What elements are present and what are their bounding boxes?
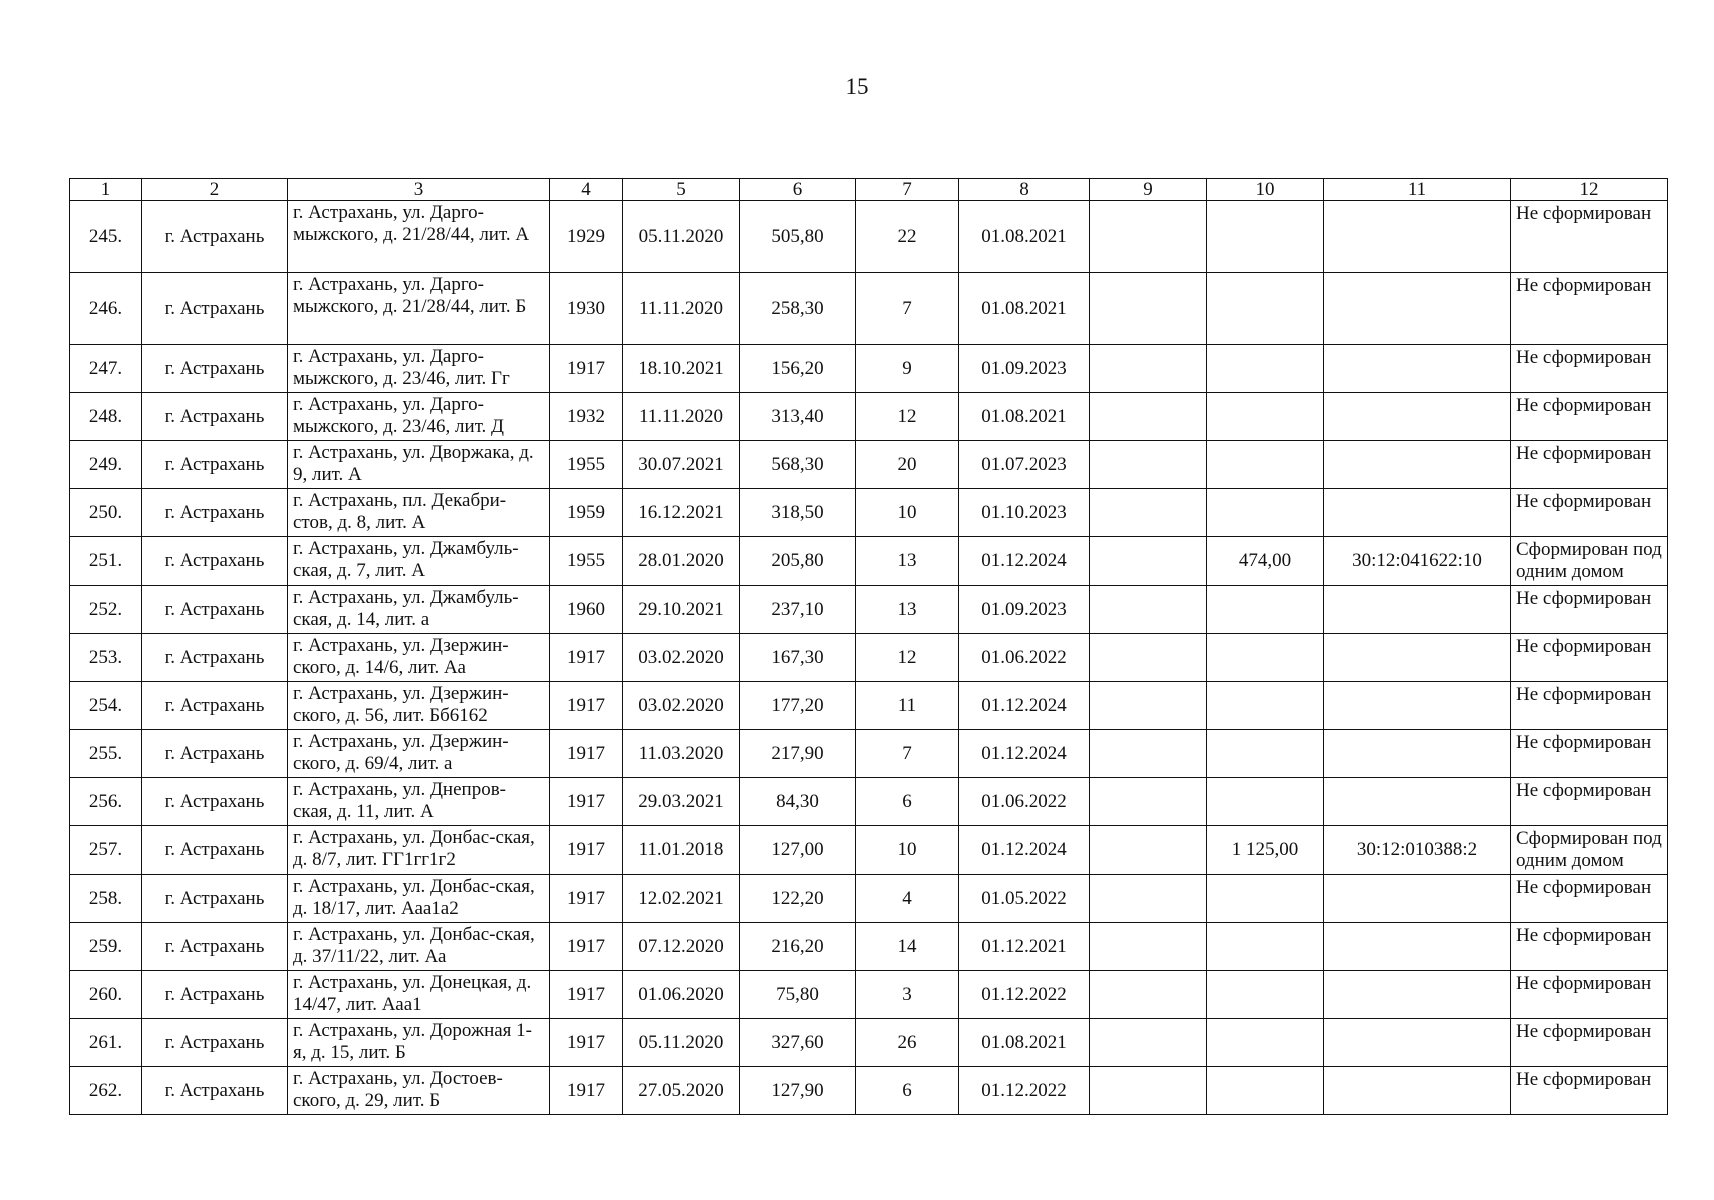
row-number-cell: 251.	[70, 537, 142, 586]
cadastral-number-cell	[1324, 875, 1511, 923]
table-row	[70, 489, 1668, 537]
land-status-cell: Не сформирован	[1511, 441, 1668, 489]
land-area-cell	[1207, 489, 1324, 537]
row-number-cell: 255.	[70, 730, 142, 778]
recognition-date-cell: 05.11.2020	[623, 1019, 740, 1067]
table-row	[70, 682, 1668, 730]
living-area-cell: 84,30	[740, 778, 856, 826]
col9-value-cell	[1090, 1019, 1207, 1067]
land-area-cell	[1207, 1019, 1324, 1067]
residents-count-cell: 22	[856, 201, 959, 273]
land-status-cell: Не сформирован	[1511, 586, 1668, 634]
living-area-cell: 568,30	[740, 441, 856, 489]
year-built-cell: 1917	[550, 634, 623, 682]
row-number-cell: 246.	[70, 273, 142, 345]
year-built-cell: 1932	[550, 393, 623, 441]
recognition-date-cell: 01.06.2020	[623, 971, 740, 1019]
land-status-cell: Сформирован под одним домом	[1511, 537, 1668, 586]
settlement-cell: г. Астрахань	[142, 682, 288, 730]
settlement-cell: г. Астрахань	[142, 441, 288, 489]
address-cell: г. Астрахань, пл. Декабри-стов, д. 8, лит. А	[288, 489, 550, 537]
year-built-cell: 1955	[550, 441, 623, 489]
living-area-cell: 127,90	[740, 1067, 856, 1115]
residents-count-cell: 12	[856, 634, 959, 682]
cadastral-number-cell	[1324, 730, 1511, 778]
land-area-cell	[1207, 345, 1324, 393]
year-built-cell: 1917	[550, 730, 623, 778]
living-area-cell: 237,10	[740, 586, 856, 634]
residents-count-cell: 13	[856, 586, 959, 634]
col9-value-cell	[1090, 826, 1207, 875]
address-cell: г. Астрахань, ул. Дзержин-ского, д. 14/6, лит. Аа	[288, 634, 550, 682]
page-number: 15	[845, 74, 869, 99]
living-area-cell: 505,80	[740, 201, 856, 273]
living-area-cell: 127,00	[740, 826, 856, 875]
table-row	[70, 345, 1668, 393]
address-cell: г. Астрахань, ул. Достоев-ского, д. 29, лит. Б	[288, 1067, 550, 1115]
year-built-cell: 1959	[550, 489, 623, 537]
living-area-cell: 156,20	[740, 345, 856, 393]
row-number-cell: 254.	[70, 682, 142, 730]
column-header: 5	[623, 179, 740, 201]
residents-count-cell: 12	[856, 393, 959, 441]
year-built-cell: 1960	[550, 586, 623, 634]
col9-value-cell	[1090, 923, 1207, 971]
table-body	[70, 201, 1668, 1115]
row-number-cell: 250.	[70, 489, 142, 537]
cadastral-number-cell: 30:12:010388:2	[1324, 826, 1511, 875]
year-built-cell: 1917	[550, 1067, 623, 1115]
table-row	[70, 923, 1668, 971]
resettlement-deadline-cell: 01.12.2024	[959, 682, 1090, 730]
year-built-cell: 1917	[550, 875, 623, 923]
residents-count-cell: 4	[856, 875, 959, 923]
col9-value-cell	[1090, 489, 1207, 537]
land-status-cell: Не сформирован	[1511, 923, 1668, 971]
year-built-cell: 1929	[550, 201, 623, 273]
settlement-cell: г. Астрахань	[142, 1019, 288, 1067]
settlement-cell: г. Астрахань	[142, 923, 288, 971]
land-status-cell: Не сформирован	[1511, 682, 1668, 730]
col9-value-cell	[1090, 441, 1207, 489]
recognition-date-cell: 12.02.2021	[623, 875, 740, 923]
land-area-cell	[1207, 273, 1324, 345]
settlement-cell: г. Астрахань	[142, 875, 288, 923]
recognition-date-cell: 16.12.2021	[623, 489, 740, 537]
column-header: 9	[1090, 179, 1207, 201]
land-area-cell: 1 125,00	[1207, 826, 1324, 875]
land-status-cell: Не сформирован	[1511, 273, 1668, 345]
residents-count-cell: 26	[856, 1019, 959, 1067]
residents-count-cell: 3	[856, 971, 959, 1019]
settlement-cell: г. Астрахань	[142, 826, 288, 875]
land-area-cell	[1207, 682, 1324, 730]
col9-value-cell	[1090, 273, 1207, 345]
table-row	[70, 201, 1668, 273]
col9-value-cell	[1090, 586, 1207, 634]
cadastral-number-cell	[1324, 1067, 1511, 1115]
year-built-cell: 1917	[550, 923, 623, 971]
cadastral-number-cell	[1324, 201, 1511, 273]
column-header: 7	[856, 179, 959, 201]
table-row	[70, 586, 1668, 634]
land-area-cell	[1207, 201, 1324, 273]
row-number-cell: 258.	[70, 875, 142, 923]
cadastral-number-cell	[1324, 489, 1511, 537]
land-area-cell	[1207, 971, 1324, 1019]
cadastral-number-cell	[1324, 273, 1511, 345]
year-built-cell: 1917	[550, 826, 623, 875]
address-cell: г. Астрахань, ул. Донбас-ская, д. 8/7, лит. ГГ1гг1г2	[288, 826, 550, 875]
settlement-cell: г. Астрахань	[142, 489, 288, 537]
land-status-cell: Не сформирован	[1511, 1019, 1668, 1067]
row-number-cell: 262.	[70, 1067, 142, 1115]
land-area-cell	[1207, 730, 1324, 778]
land-area-cell	[1207, 923, 1324, 971]
col9-value-cell	[1090, 778, 1207, 826]
row-number-cell: 252.	[70, 586, 142, 634]
table-row	[70, 875, 1668, 923]
table-row	[70, 826, 1668, 875]
land-status-cell: Не сформирован	[1511, 201, 1668, 273]
living-area-cell: 205,80	[740, 537, 856, 586]
cadastral-number-cell: 30:12:041622:10	[1324, 537, 1511, 586]
living-area-cell: 122,20	[740, 875, 856, 923]
col9-value-cell	[1090, 682, 1207, 730]
resettlement-deadline-cell: 01.06.2022	[959, 634, 1090, 682]
living-area-cell: 167,30	[740, 634, 856, 682]
table-row	[70, 1019, 1668, 1067]
row-number-cell: 261.	[70, 1019, 142, 1067]
recognition-date-cell: 29.10.2021	[623, 586, 740, 634]
row-number-cell: 259.	[70, 923, 142, 971]
settlement-cell: г. Астрахань	[142, 1067, 288, 1115]
column-header: 8	[959, 179, 1090, 201]
table-row	[70, 1067, 1668, 1115]
residents-count-cell: 10	[856, 489, 959, 537]
resettlement-deadline-cell: 01.09.2023	[959, 345, 1090, 393]
column-header: 10	[1207, 179, 1324, 201]
address-cell: г. Астрахань, ул. Дарго-мыжского, д. 23/46, лит. Гг	[288, 345, 550, 393]
land-area-cell	[1207, 875, 1324, 923]
cadastral-number-cell	[1324, 441, 1511, 489]
address-cell: г. Астрахань, ул. Дзержин-ского, д. 56, лит. Бб6162	[288, 682, 550, 730]
land-area-cell	[1207, 393, 1324, 441]
year-built-cell: 1917	[550, 971, 623, 1019]
residents-count-cell: 6	[856, 1067, 959, 1115]
col9-value-cell	[1090, 634, 1207, 682]
cadastral-number-cell	[1324, 682, 1511, 730]
row-number-cell: 248.	[70, 393, 142, 441]
col9-value-cell	[1090, 730, 1207, 778]
address-cell: г. Астрахань, ул. Дорожная 1-я, д. 15, лит. Б	[288, 1019, 550, 1067]
table-row	[70, 273, 1668, 345]
year-built-cell: 1917	[550, 345, 623, 393]
row-number-cell: 247.	[70, 345, 142, 393]
address-cell: г. Астрахань, ул. Донбас-ская, д. 18/17, лит. Ааа1а2	[288, 875, 550, 923]
address-cell: г. Астрахань, ул. Днепров-ская, д. 11, лит. А	[288, 778, 550, 826]
recognition-date-cell: 05.11.2020	[623, 201, 740, 273]
land-status-cell: Не сформирован	[1511, 345, 1668, 393]
address-cell: г. Астрахань, ул. Дзержин-ского, д. 69/4, лит. а	[288, 730, 550, 778]
cadastral-number-cell	[1324, 971, 1511, 1019]
col9-value-cell	[1090, 345, 1207, 393]
living-area-cell: 177,20	[740, 682, 856, 730]
land-status-cell: Не сформирован	[1511, 634, 1668, 682]
resettlement-deadline-cell: 01.12.2024	[959, 730, 1090, 778]
recognition-date-cell: 11.11.2020	[623, 393, 740, 441]
residents-count-cell: 14	[856, 923, 959, 971]
residents-count-cell: 11	[856, 682, 959, 730]
resettlement-deadline-cell: 01.05.2022	[959, 875, 1090, 923]
address-cell: г. Астрахань, ул. Дарго-мыжского, д. 23/46, лит. Д	[288, 393, 550, 441]
settlement-cell: г. Астрахань	[142, 273, 288, 345]
resettlement-deadline-cell: 01.10.2023	[959, 489, 1090, 537]
recognition-date-cell: 11.03.2020	[623, 730, 740, 778]
year-built-cell: 1930	[550, 273, 623, 345]
row-number-cell: 256.	[70, 778, 142, 826]
recognition-date-cell: 11.11.2020	[623, 273, 740, 345]
year-built-cell: 1917	[550, 682, 623, 730]
col9-value-cell	[1090, 201, 1207, 273]
living-area-cell: 217,90	[740, 730, 856, 778]
living-area-cell: 313,40	[740, 393, 856, 441]
living-area-cell: 216,20	[740, 923, 856, 971]
land-status-cell: Сформирован под одним домом	[1511, 826, 1668, 875]
cadastral-number-cell	[1324, 923, 1511, 971]
recognition-date-cell: 29.03.2021	[623, 778, 740, 826]
living-area-cell: 258,30	[740, 273, 856, 345]
settlement-cell: г. Астрахань	[142, 634, 288, 682]
recognition-date-cell: 27.05.2020	[623, 1067, 740, 1115]
resettlement-deadline-cell: 01.12.2021	[959, 923, 1090, 971]
table-row	[70, 537, 1668, 586]
resettlement-deadline-cell: 01.08.2021	[959, 201, 1090, 273]
cadastral-number-cell	[1324, 393, 1511, 441]
recognition-date-cell: 11.01.2018	[623, 826, 740, 875]
settlement-cell: г. Астрахань	[142, 778, 288, 826]
address-cell: г. Астрахань, ул. Донбас-ская, д. 37/11/22, лит. Аа	[288, 923, 550, 971]
table-row	[70, 971, 1668, 1019]
year-built-cell: 1917	[550, 778, 623, 826]
year-built-cell: 1955	[550, 537, 623, 586]
residents-count-cell: 10	[856, 826, 959, 875]
table-row	[70, 634, 1668, 682]
column-header: 12	[1511, 179, 1668, 201]
settlement-cell: г. Астрахань	[142, 586, 288, 634]
land-area-cell: 474,00	[1207, 537, 1324, 586]
column-header: 2	[142, 179, 288, 201]
land-area-cell	[1207, 634, 1324, 682]
residents-count-cell: 7	[856, 273, 959, 345]
address-cell: г. Астрахань, ул. Джамбуль-ская, д. 14, лит. а	[288, 586, 550, 634]
land-status-cell: Не сформирован	[1511, 778, 1668, 826]
living-area-cell: 75,80	[740, 971, 856, 1019]
resettlement-deadline-cell: 01.08.2021	[959, 273, 1090, 345]
land-status-cell: Не сформирован	[1511, 875, 1668, 923]
row-number-cell: 253.	[70, 634, 142, 682]
column-header: 1	[70, 179, 142, 201]
recognition-date-cell: 30.07.2021	[623, 441, 740, 489]
recognition-date-cell: 18.10.2021	[623, 345, 740, 393]
land-area-cell	[1207, 586, 1324, 634]
recognition-date-cell: 03.02.2020	[623, 634, 740, 682]
settlement-cell: г. Астрахань	[142, 971, 288, 1019]
address-cell: г. Астрахань, ул. Дарго-мыжского, д. 21/28/44, лит. А	[288, 201, 550, 273]
land-area-cell	[1207, 778, 1324, 826]
row-number-cell: 257.	[70, 826, 142, 875]
settlement-cell: г. Астрахань	[142, 345, 288, 393]
resettlement-deadline-cell: 01.12.2022	[959, 971, 1090, 1019]
column-header: 6	[740, 179, 856, 201]
resettlement-deadline-cell: 01.12.2024	[959, 537, 1090, 586]
settlement-cell: г. Астрахань	[142, 201, 288, 273]
row-number-cell: 245.	[70, 201, 142, 273]
living-area-cell: 327,60	[740, 1019, 856, 1067]
residents-count-cell: 20	[856, 441, 959, 489]
resettlement-deadline-cell: 01.09.2023	[959, 586, 1090, 634]
land-status-cell: Не сформирован	[1511, 971, 1668, 1019]
land-status-cell: Не сформирован	[1511, 730, 1668, 778]
housing-registry-table	[69, 178, 1668, 1115]
settlement-cell: г. Астрахань	[142, 537, 288, 586]
residents-count-cell: 13	[856, 537, 959, 586]
cadastral-number-cell	[1324, 1019, 1511, 1067]
col9-value-cell	[1090, 971, 1207, 1019]
cadastral-number-cell	[1324, 778, 1511, 826]
resettlement-deadline-cell: 01.08.2021	[959, 1019, 1090, 1067]
residents-count-cell: 9	[856, 345, 959, 393]
living-area-cell: 318,50	[740, 489, 856, 537]
resettlement-deadline-cell: 01.07.2023	[959, 441, 1090, 489]
row-number-cell: 260.	[70, 971, 142, 1019]
address-cell: г. Астрахань, ул. Донецкая, д. 14/47, лит. Ааа1	[288, 971, 550, 1019]
resettlement-deadline-cell: 01.08.2021	[959, 393, 1090, 441]
cadastral-number-cell	[1324, 634, 1511, 682]
col9-value-cell	[1090, 875, 1207, 923]
col9-value-cell	[1090, 1067, 1207, 1115]
header-row	[70, 179, 1668, 201]
cadastral-number-cell	[1324, 586, 1511, 634]
row-number-cell: 249.	[70, 441, 142, 489]
land-status-cell: Не сформирован	[1511, 1067, 1668, 1115]
recognition-date-cell: 03.02.2020	[623, 682, 740, 730]
recognition-date-cell: 07.12.2020	[623, 923, 740, 971]
land-area-cell	[1207, 1067, 1324, 1115]
address-cell: г. Астрахань, ул. Дворжака, д. 9, лит. А	[288, 441, 550, 489]
column-header: 11	[1324, 179, 1511, 201]
table-row	[70, 778, 1668, 826]
resettlement-deadline-cell: 01.12.2022	[959, 1067, 1090, 1115]
address-cell: г. Астрахань, ул. Джамбуль-ская, д. 7, лит. А	[288, 537, 550, 586]
land-area-cell	[1207, 441, 1324, 489]
land-status-cell: Не сформирован	[1511, 393, 1668, 441]
settlement-cell: г. Астрахань	[142, 730, 288, 778]
residents-count-cell: 7	[856, 730, 959, 778]
table-row	[70, 393, 1668, 441]
year-built-cell: 1917	[550, 1019, 623, 1067]
settlement-cell: г. Астрахань	[142, 393, 288, 441]
resettlement-deadline-cell: 01.12.2024	[959, 826, 1090, 875]
land-status-cell: Не сформирован	[1511, 489, 1668, 537]
column-header: 3	[288, 179, 550, 201]
recognition-date-cell: 28.01.2020	[623, 537, 740, 586]
col9-value-cell	[1090, 393, 1207, 441]
address-cell: г. Астрахань, ул. Дарго-мыжского, д. 21/28/44, лит. Б	[288, 273, 550, 345]
resettlement-deadline-cell: 01.06.2022	[959, 778, 1090, 826]
table-row	[70, 441, 1668, 489]
table-row	[70, 730, 1668, 778]
col9-value-cell	[1090, 537, 1207, 586]
cadastral-number-cell	[1324, 345, 1511, 393]
column-header: 4	[550, 179, 623, 201]
residents-count-cell: 6	[856, 778, 959, 826]
